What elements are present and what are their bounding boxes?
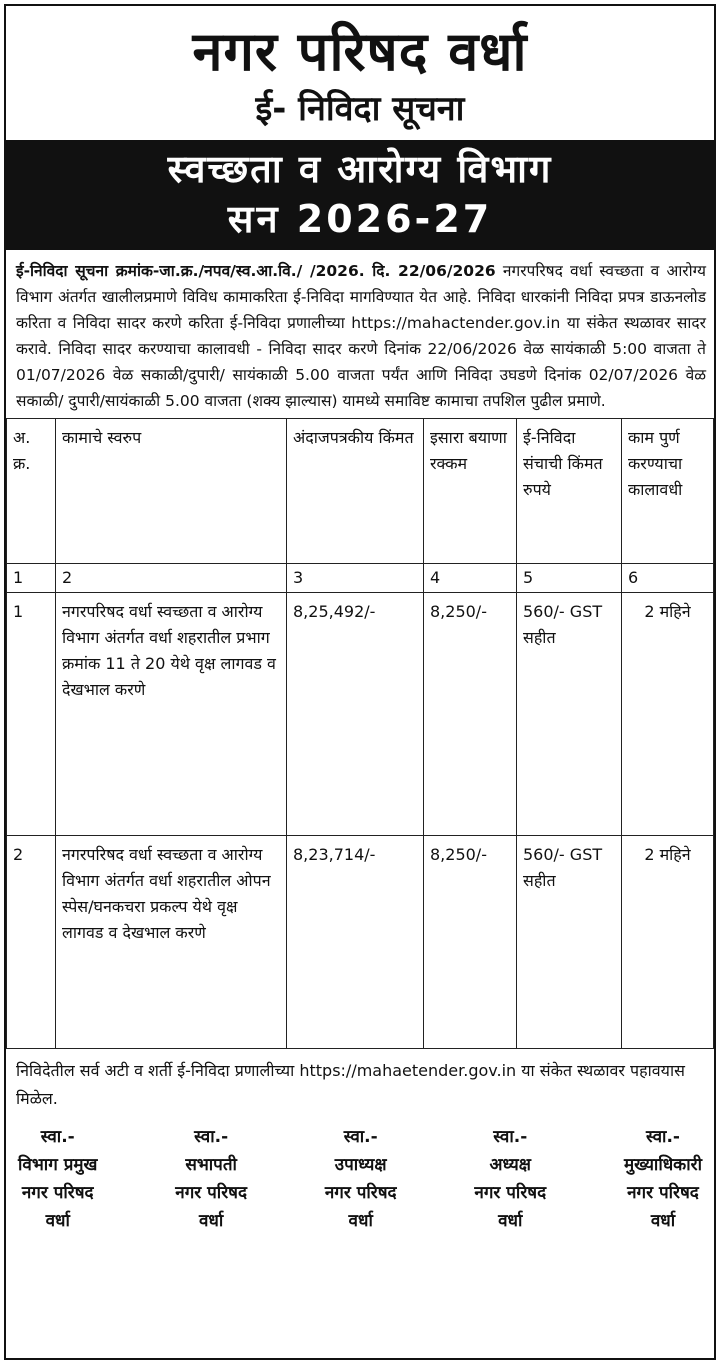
row-emd: 8,250/-	[424, 836, 517, 1049]
col-number: 1	[7, 564, 56, 593]
sign-mark: स्वा.-	[645, 1127, 680, 1147]
signatory	[624, 1123, 702, 1235]
row-period: 2 महिने	[622, 593, 714, 836]
sign-city: वर्धा	[348, 1211, 373, 1231]
financial-year: सन 2026-27	[227, 197, 493, 241]
header-fee: ई-निविदा संचाची किंमत रुपये	[517, 419, 622, 564]
sign-org: नगर परिषद	[627, 1183, 699, 1203]
sign-role: अध्यक्ष	[489, 1155, 531, 1175]
notice-reference: ई-निविदा सूचना क्रमांक-जा.क्र./नपव/स्व.आ.वि./ /2026. दि. 22/06/2026	[16, 262, 496, 280]
header-sr: अ. क्र.	[7, 419, 56, 564]
row-estimate: 8,25,492/-	[287, 593, 424, 836]
sign-role: सभापती	[185, 1155, 237, 1175]
header-estimate: अंदाजपत्रकीय किंमत	[287, 419, 424, 564]
tender-notice	[4, 4, 716, 1360]
header-emd: इसारा बयाणा रक्कम	[424, 419, 517, 564]
table-header-row	[7, 419, 714, 564]
council-title: नगर परिषद वर्धा	[192, 20, 528, 83]
header-work: कामाचे स्वरुप	[56, 419, 287, 564]
col-number: 4	[424, 564, 517, 593]
notice-text	[6, 250, 714, 418]
sign-city: वर्धा	[650, 1211, 676, 1231]
signatories	[6, 1119, 714, 1235]
col-number: 2	[56, 564, 287, 593]
table-row	[7, 593, 714, 836]
row-sr: 2	[7, 836, 56, 1049]
signatory	[175, 1123, 247, 1235]
sign-mark: स्वा.-	[343, 1127, 378, 1147]
col-number: 3	[287, 564, 424, 593]
footer-note: निविदेतील सर्व अटी व शर्ती ई-निविदा प्रणालीच्या https://mahaetender.gov.in या संकेत स्थळावर पहावयास मिळेल.	[16, 1061, 685, 1108]
sign-mark: स्वा.-	[40, 1127, 75, 1147]
row-work: नगरपरिषद वर्धा स्वच्छता व आरोग्य विभाग अंतर्गत वर्धा शहरातील ओपन स्पेस/घनकचरा प्रकल्प येथे वृक्ष लागवड व देखभाल करणे	[56, 836, 287, 1049]
sign-role: मुख्याधिकारी	[623, 1155, 702, 1175]
row-work: नगरपरिषद वर्धा स्वच्छता व आरोग्य विभाग अंतर्गत वर्धा शहरातील प्रभाग क्रमांक 11 ते 20 येथे वृक्ष लागवड व देखभाल करणे	[56, 593, 287, 836]
sign-org: नगर परिषद	[474, 1183, 547, 1203]
table-number-row	[7, 564, 714, 593]
col-number: 5	[517, 564, 622, 593]
notice-body: नगरपरिषद वर्धा स्वच्छता व आरोग्य विभाग अंतर्गत खालीलप्रमाणे विविध कामाकरिता ई-निविदा मागविण्यात येत आहे. निविदा धारकांनी निविदा प्रपत्र डाऊनलोड करिता व निविदा सादर करणे करिता ई-निविदा प्रणालीच्या https://mahactender.gov.in या संकेत स्थळावर सादर करावे. निविदा सादर करण्याचा कालावधी - निविदा सादर करणे दिनांक 22/06/2026 वेळ सायंकाळी 5:00 वाजता ते 01/07/2026 वेळ सकाळी/दुपारी/ सायंकाळी 5.00 वाजता पर्यंत आणि निविदा उघडणे दिनांक 02/07/2026 वेळ सकाळी/ दुपारी/सायंकाळी 5.00 वाजता (शक्य झाल्यास) यामध्ये समाविष्ट कामाचा तपशिल पुढील प्रमाणे.	[16, 262, 706, 410]
col-number: 6	[622, 564, 714, 593]
signatory	[474, 1123, 546, 1235]
row-fee: 560/- GST सहीत	[517, 593, 622, 836]
table-row	[7, 836, 714, 1049]
signatory	[18, 1123, 97, 1235]
row-fee: 560/- GST सहीत	[517, 836, 622, 1049]
row-emd: 8,250/-	[424, 593, 517, 836]
notice-subtitle: ई- निविदा सूचना	[255, 89, 465, 129]
sign-city: वर्धा	[198, 1211, 224, 1231]
sign-city: वर्धा	[498, 1211, 523, 1231]
sign-role: विभाग प्रमुख	[18, 1155, 98, 1175]
department-name: स्वच्छता व आरोग्य विभाग	[167, 147, 553, 191]
signatory	[325, 1123, 397, 1235]
sign-role: उपाध्यक्ष	[334, 1155, 387, 1175]
header-period: काम पुर्ण करण्याचा कालावधी	[622, 419, 714, 564]
row-sr: 1	[7, 593, 56, 836]
sign-org: नगर परिषद	[21, 1183, 94, 1203]
sign-org: नगर परिषद	[324, 1183, 397, 1203]
sign-city: वर्धा	[45, 1211, 70, 1231]
row-period: 2 महिने	[622, 836, 714, 1049]
row-estimate: 8,23,714/-	[287, 836, 424, 1049]
sign-mark: स्वा.-	[493, 1127, 528, 1147]
sign-mark: स्वा.-	[194, 1127, 229, 1147]
header	[6, 6, 714, 140]
sign-org: नगर परिषद	[175, 1183, 248, 1203]
department-band	[6, 140, 714, 250]
works-table	[6, 418, 714, 1049]
